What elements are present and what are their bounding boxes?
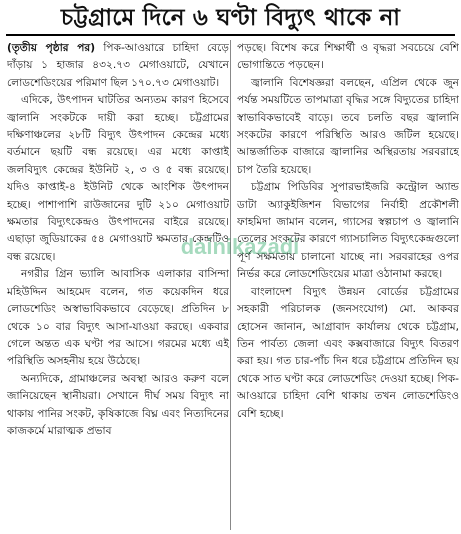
column-divider <box>230 40 231 530</box>
paragraph-text: পিক-আওয়ারে চাহিদা বেড়ে দাঁড়ায় ১ হাজার ৪৩২.৭৩ মেগাওয়াটে, যেখানে লোডশেডিংয়ের পরিমাণ ছিল ১৭০.৭৩ মেগাওয়াট। <box>7 42 229 89</box>
paragraph: নগরীর গ্রিন ভ্যালি আবাসিক এলাকার বাসিন্দা মহিউদ্দিন আহমেদ বলেন, গত কয়েকদিন ধরে লোডশেডিং অস্বাভাবিকভাবে বেড়েছে। প্রতিদিন ৮ থেকে ১০ বার বিদ্যুৎ আসা-যাওয়া করছে। একবার গেলে অন্তত এক ঘণ্টা পর আসে। গরমের মধ্যে এই পরিস্থিতি অসহনীয় হয়ে উঠেছে। <box>7 268 229 368</box>
paragraph: অন্যদিকে, গ্রামাঞ্চলের অবস্থা আরও করুণ বলে জানিয়েছেন স্থানীয়রা। সেখানে দীর্ঘ সময় বিদ্যুৎ না থাকায় পানির সংকট, কৃষিকাজে বিঘ্ন এবং নিত্যদিনের কাজকর্মে মারাত্মক প্রভাব <box>7 372 229 437</box>
paragraph: পড়ছে। বিশেষ করে শিক্ষার্থী ও বৃদ্ধরা সবচেয়ে বেশি ভোগান্তিতে পড়ছেন। <box>237 42 459 72</box>
headline: চট্টগ্রামে দিনে ৬ ঘণ্টা বিদ্যুৎ থাকে না <box>6 2 455 36</box>
paragraph: চট্টগ্রাম পিডিবির সুপারভাইজরি কন্ট্রোল অ্যান্ড ডাটা অ্যাকুইজিশন বিভাগের নির্বাহী প্রকৌশলী ফাহমিদা জামান বলেন, গ্যাসের স্বল্পচাপ ও জ্বালানি তেলের সংকটের কারণে গ্যাসচালিত বিদ্যুৎকেন্দ্রগুলো পূর্ণ সক্ষমতায় চালানো যাচ্ছে না। সরবরাহের ওপর নির্ভর করে লোডশেডিংয়ের মাত্রা ওঠানামা করছে। <box>237 181 459 281</box>
paragraph: জ্বালানি বিশেষজ্ঞরা বলছেন, এপ্রিল থেকে জুন পর্যন্ত সময়টিতে তাপমাত্রা বৃদ্ধির সঙ্গে বিদ্যুতের চাহিদা স্বাভাবিকভাবেই বাড়ে। তবে চলতি বছর জ্বালানি সংকটের কারণে পরিস্থিতি আরও জটিল হয়েছে। আন্তর্জাতিক বাজারে জ্বালানির অস্থিরতায় সরবরাহে চাপ তৈরি হয়েছে। <box>237 76 459 176</box>
paragraph <box>7 40 229 92</box>
paragraph: এদিকে, উৎপাদন ঘাটতির অন্যতম কারণ হিসেবে জ্বালানি সংকটকে দায়ী করা হচ্ছে। চট্টগ্রামের দক্ষিণাঞ্চলের ২৮টি বিদ্যুৎ উৎপাদন কেন্দ্রের মধ্যে বর্তমানে ছয়টি বন্ধ রয়েছে। এর মধ্যে কাপ্তাই জলবিদ্যুৎ কেন্দ্রের ইউনিট ২, ৩ ও ৫ বন্ধ রয়েছে। যদিও কাপ্তাই-৪ ইউনিট থেকে আংশিক উৎপাদন হচ্ছে। পাশাপাশি রাউজানের দুটি ২১০ মেগাওয়াট ক্ষমতার বিদ্যুৎকেন্দ্রও উৎপাদনের বাইরে রয়েছে। এছাড়া জুডিয়াকের ৫৪ মেগাওয়াট ক্ষমতার কেন্দ্রটিও বন্ধ রয়েছে। <box>7 94 229 263</box>
paragraph: বাংলাদেশ বিদ্যুৎ উন্নয়ন বোর্ডের চট্টগ্রামের সহকারী পরিচালক (জনসংযোগ) মো. আকবর হোসেন জানান, আগ্রাবাদ কার্যালয় থেকে চট্টগ্রাম, তিন পার্বত্য জেলা এবং কক্সবাজারে বিদ্যুৎ বিতরণ করা হয়। গত চার-পাঁচ দিন ধরে চট্টগ্রামে প্রতিদিন ছয় থেকে সাত ঘণ্টা করে লোডশেডিং দেওয়া হচ্ছে। পিক-আওয়ারে চাহিদা বেশি থাকায় তখন লোডশেডিংও বেশি হচ্ছে। <box>237 285 459 420</box>
continued-from: (তৃতীয় পৃষ্ঠার পর) <box>7 42 96 54</box>
column-left <box>7 40 229 530</box>
watermark: dainikazadi <box>180 234 300 259</box>
column-right <box>237 40 459 530</box>
